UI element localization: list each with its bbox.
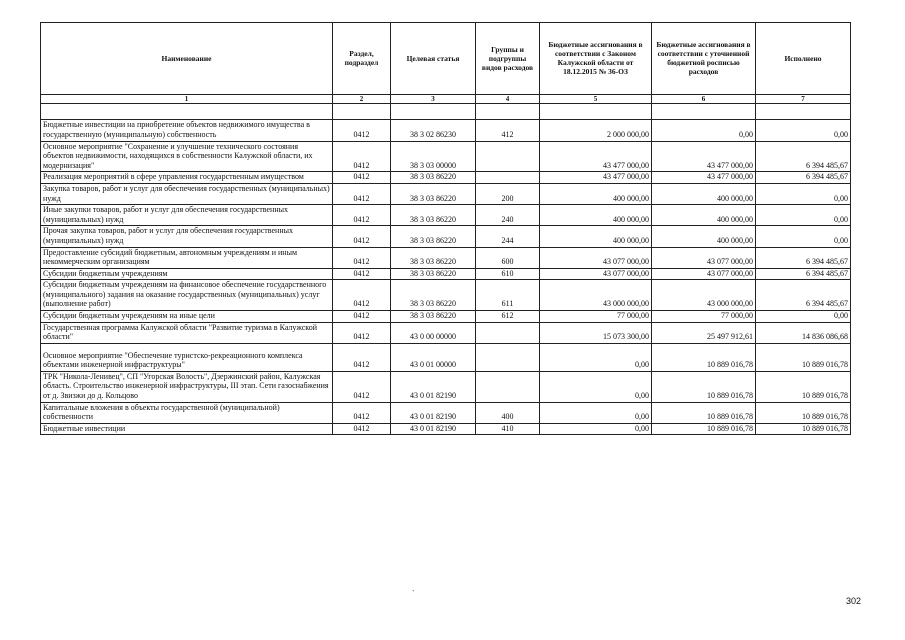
column-number: 1 xyxy=(41,95,333,104)
row-law-allocation-cell: 43 077 000,00 xyxy=(540,247,652,268)
row-name-cell: Субсидии бюджетным учреждениям на финансовое обеспечение государственного (муниципального) задания на оказание государственных (муниципальных) услуг (выполнение работ) xyxy=(41,280,333,311)
row-name-cell: Субсидии бюджетным учреждениям на иные цели xyxy=(41,311,333,323)
header-executed: Исполнено xyxy=(756,23,851,95)
header-law-allocations: Бюджетные ассигнования в соответствии с Законом Калужской области от 18.12.2015 № 36-ОЗ xyxy=(540,23,652,95)
row-expense-group-cell xyxy=(476,371,540,402)
row-refined-allocation-cell: 10 889 016,78 xyxy=(652,423,756,435)
row-refined-allocation-cell: 25 497 912,61 xyxy=(652,322,756,343)
row-expense-group-cell: 244 xyxy=(476,226,540,247)
row-name-cell: Субсидии бюджетным учреждениям xyxy=(41,268,333,280)
page-number: 302 xyxy=(845,596,861,606)
row-section-cell: 0412 xyxy=(333,423,391,435)
row-name-cell: Государственная программа Калужской области "Развитие туризма в Калужской области" xyxy=(41,322,333,343)
row-target-article-cell: 43 0 01 82190 xyxy=(391,402,476,423)
row-refined-allocation-cell: 43 477 000,00 xyxy=(652,172,756,184)
table-row xyxy=(41,183,851,204)
row-name-cell: ТРК "Никола-Ленивец", СП "Угорская Волость", Дзержинский район, Калужская область. Строительство инженерной инфраструктуры, III этап. Сети газоснабжения от д. Звизжи до д. Кольцово xyxy=(41,371,333,402)
row-law-allocation-cell: 43 477 000,00 xyxy=(540,172,652,184)
row-target-article-cell: 43 0 01 82190 xyxy=(391,371,476,402)
row-refined-allocation-cell: 77 000,00 xyxy=(652,311,756,323)
row-refined-allocation-cell: 10 889 016,78 xyxy=(652,343,756,371)
row-law-allocation-cell: 43 077 000,00 xyxy=(540,268,652,280)
row-executed-cell: 10 889 016,78 xyxy=(756,371,851,402)
table-row xyxy=(41,322,851,343)
row-refined-allocation-cell: 43 477 000,00 xyxy=(652,141,756,172)
row-law-allocation-cell: 0,00 xyxy=(540,402,652,423)
row-refined-allocation-cell: 400 000,00 xyxy=(652,183,756,204)
table-row xyxy=(41,371,851,402)
row-law-allocation-cell: 400 000,00 xyxy=(540,226,652,247)
row-executed-cell: 6 394 485,67 xyxy=(756,247,851,268)
stray-mark: ` xyxy=(412,589,415,598)
row-expense-group-cell: 240 xyxy=(476,205,540,226)
row-executed-cell: 14 836 086,68 xyxy=(756,322,851,343)
row-section-cell: 0412 xyxy=(333,371,391,402)
row-section-cell: 0412 xyxy=(333,205,391,226)
table-row xyxy=(41,172,851,184)
row-name-cell: Бюджетные инвестиции xyxy=(41,423,333,435)
header-row xyxy=(41,23,851,95)
header-expense-groups: Группы и подгруппы видов расходов xyxy=(476,23,540,95)
row-expense-group-cell: 400 xyxy=(476,402,540,423)
row-executed-cell: 10 889 016,78 xyxy=(756,343,851,371)
row-target-article-cell: 38 3 03 86220 xyxy=(391,268,476,280)
header-name: Наименование xyxy=(41,23,333,95)
row-section-cell: 0412 xyxy=(333,268,391,280)
row-name-cell: Предоставление субсидий бюджетным, автономным учреждениям и иным некоммерческим организациям xyxy=(41,247,333,268)
column-number: 3 xyxy=(391,95,476,104)
row-expense-group-cell: 410 xyxy=(476,423,540,435)
table-row xyxy=(41,280,851,311)
row-executed-cell: 0,00 xyxy=(756,183,851,204)
row-law-allocation-cell: 400 000,00 xyxy=(540,183,652,204)
row-executed-cell: 0,00 xyxy=(756,205,851,226)
row-refined-allocation-cell: 400 000,00 xyxy=(652,205,756,226)
row-section-cell: 0412 xyxy=(333,120,391,141)
row-target-article-cell: 38 3 03 00000 xyxy=(391,141,476,172)
table-row xyxy=(41,247,851,268)
row-target-article-cell: 43 0 00 00000 xyxy=(391,322,476,343)
row-name-cell: Прочая закупка товаров, работ и услуг для обеспечения государственных (муниципальных) нужд xyxy=(41,226,333,247)
row-expense-group-cell: 600 xyxy=(476,247,540,268)
table-body xyxy=(41,104,851,435)
row-executed-cell: 6 394 485,67 xyxy=(756,141,851,172)
row-refined-allocation-cell: 43 077 000,00 xyxy=(652,268,756,280)
row-law-allocation-cell: 0,00 xyxy=(540,371,652,402)
row-section-cell: 0412 xyxy=(333,183,391,204)
row-expense-group-cell: 611 xyxy=(476,280,540,311)
row-name-cell: Реализация мероприятий в сфере управления государственным имуществом xyxy=(41,172,333,184)
row-target-article-cell: 38 3 03 86220 xyxy=(391,226,476,247)
row-target-article-cell: 38 3 03 86220 xyxy=(391,280,476,311)
row-executed-cell: 6 394 485,67 xyxy=(756,280,851,311)
row-law-allocation-cell: 77 000,00 xyxy=(540,311,652,323)
row-target-article-cell: 38 3 03 86220 xyxy=(391,311,476,323)
row-executed-cell: 10 889 016,78 xyxy=(756,423,851,435)
row-name-cell: Капитальные вложения в объекты государственной (муниципальной) собственности xyxy=(41,402,333,423)
row-expense-group-cell xyxy=(476,322,540,343)
row-section-cell: 0412 xyxy=(333,247,391,268)
row-section-cell: 0412 xyxy=(333,141,391,172)
column-number-row xyxy=(41,95,851,104)
table-row xyxy=(41,402,851,423)
table-row xyxy=(41,423,851,435)
table-row xyxy=(41,343,851,371)
table-row xyxy=(41,226,851,247)
row-expense-group-cell: 610 xyxy=(476,268,540,280)
row-name-cell: Основное мероприятие "Сохранение и улучшение технического состояния объектов недвижимости, находящихся в собственности Калужской области, их модернизация" xyxy=(41,141,333,172)
row-name-cell: Основное мероприятие "Обеспечение туристско-рекреационного комплекса объектами инженерной инфраструктуры" xyxy=(41,343,333,371)
row-section-cell: 0412 xyxy=(333,280,391,311)
row-section-cell: 0412 xyxy=(333,311,391,323)
column-number: 6 xyxy=(652,95,756,104)
row-expense-group-cell xyxy=(476,172,540,184)
row-executed-cell: 0,00 xyxy=(756,311,851,323)
row-law-allocation-cell: 0,00 xyxy=(540,343,652,371)
row-refined-allocation-cell: 400 000,00 xyxy=(652,226,756,247)
row-executed-cell: 10 889 016,78 xyxy=(756,402,851,423)
table-row xyxy=(41,311,851,323)
row-law-allocation-cell: 400 000,00 xyxy=(540,205,652,226)
row-expense-group-cell xyxy=(476,141,540,172)
column-number: 7 xyxy=(756,95,851,104)
row-section-cell: 0412 xyxy=(333,343,391,371)
table-row xyxy=(41,141,851,172)
row-target-article-cell: 38 3 03 86220 xyxy=(391,247,476,268)
row-refined-allocation-cell: 0,00 xyxy=(652,120,756,141)
row-section-cell: 0412 xyxy=(333,322,391,343)
row-refined-allocation-cell: 43 077 000,00 xyxy=(652,247,756,268)
row-law-allocation-cell: 43 000 000,00 xyxy=(540,280,652,311)
row-executed-cell: 0,00 xyxy=(756,226,851,247)
row-section-cell: 0412 xyxy=(333,172,391,184)
row-section-cell: 0412 xyxy=(333,226,391,247)
row-target-article-cell: 38 3 03 86220 xyxy=(391,172,476,184)
row-refined-allocation-cell: 10 889 016,78 xyxy=(652,371,756,402)
budget-table xyxy=(40,22,851,435)
row-name-cell: Закупка товаров, работ и услуг для обеспечения государственных (муниципальных) нужд xyxy=(41,183,333,204)
row-refined-allocation-cell: 43 000 000,00 xyxy=(652,280,756,311)
table-row xyxy=(41,120,851,141)
row-expense-group-cell xyxy=(476,343,540,371)
row-executed-cell: 0,00 xyxy=(756,120,851,141)
table-row xyxy=(41,205,851,226)
row-expense-group-cell: 612 xyxy=(476,311,540,323)
header-section: Раздел, подраздел xyxy=(333,23,391,95)
budget-report-sheet xyxy=(40,22,850,435)
table-row xyxy=(41,268,851,280)
row-law-allocation-cell: 2 000 000,00 xyxy=(540,120,652,141)
row-name-cell: Бюджетные инвестиции на приобретение объектов недвижимого имущества в государственную (муниципальную) собственность xyxy=(41,120,333,141)
row-law-allocation-cell: 43 477 000,00 xyxy=(540,141,652,172)
header-target-article: Целевая статья xyxy=(391,23,476,95)
row-expense-group-cell: 200 xyxy=(476,183,540,204)
row-target-article-cell: 43 0 01 00000 xyxy=(391,343,476,371)
row-law-allocation-cell: 15 073 300,00 xyxy=(540,322,652,343)
row-section-cell: 0412 xyxy=(333,402,391,423)
header-refined-allocations: Бюджетные ассигнования в соответствии с уточненной бюджетной росписью расходов xyxy=(652,23,756,95)
row-target-article-cell: 38 3 02 86230 xyxy=(391,120,476,141)
row-law-allocation-cell: 0,00 xyxy=(540,423,652,435)
row-target-article-cell: 38 3 03 86220 xyxy=(391,183,476,204)
column-number: 4 xyxy=(476,95,540,104)
row-target-article-cell: 38 3 03 86220 xyxy=(391,205,476,226)
column-number: 2 xyxy=(333,95,391,104)
column-number: 5 xyxy=(540,95,652,104)
row-refined-allocation-cell: 10 889 016,78 xyxy=(652,402,756,423)
row-executed-cell: 6 394 485,67 xyxy=(756,268,851,280)
row-name-cell: Иные закупки товаров, работ и услуг для обеспечения государственных (муниципальных) нужд xyxy=(41,205,333,226)
row-target-article-cell: 43 0 01 82190 xyxy=(391,423,476,435)
row-executed-cell: 6 394 485,67 xyxy=(756,172,851,184)
row-expense-group-cell: 412 xyxy=(476,120,540,141)
spacer-row xyxy=(41,104,851,120)
